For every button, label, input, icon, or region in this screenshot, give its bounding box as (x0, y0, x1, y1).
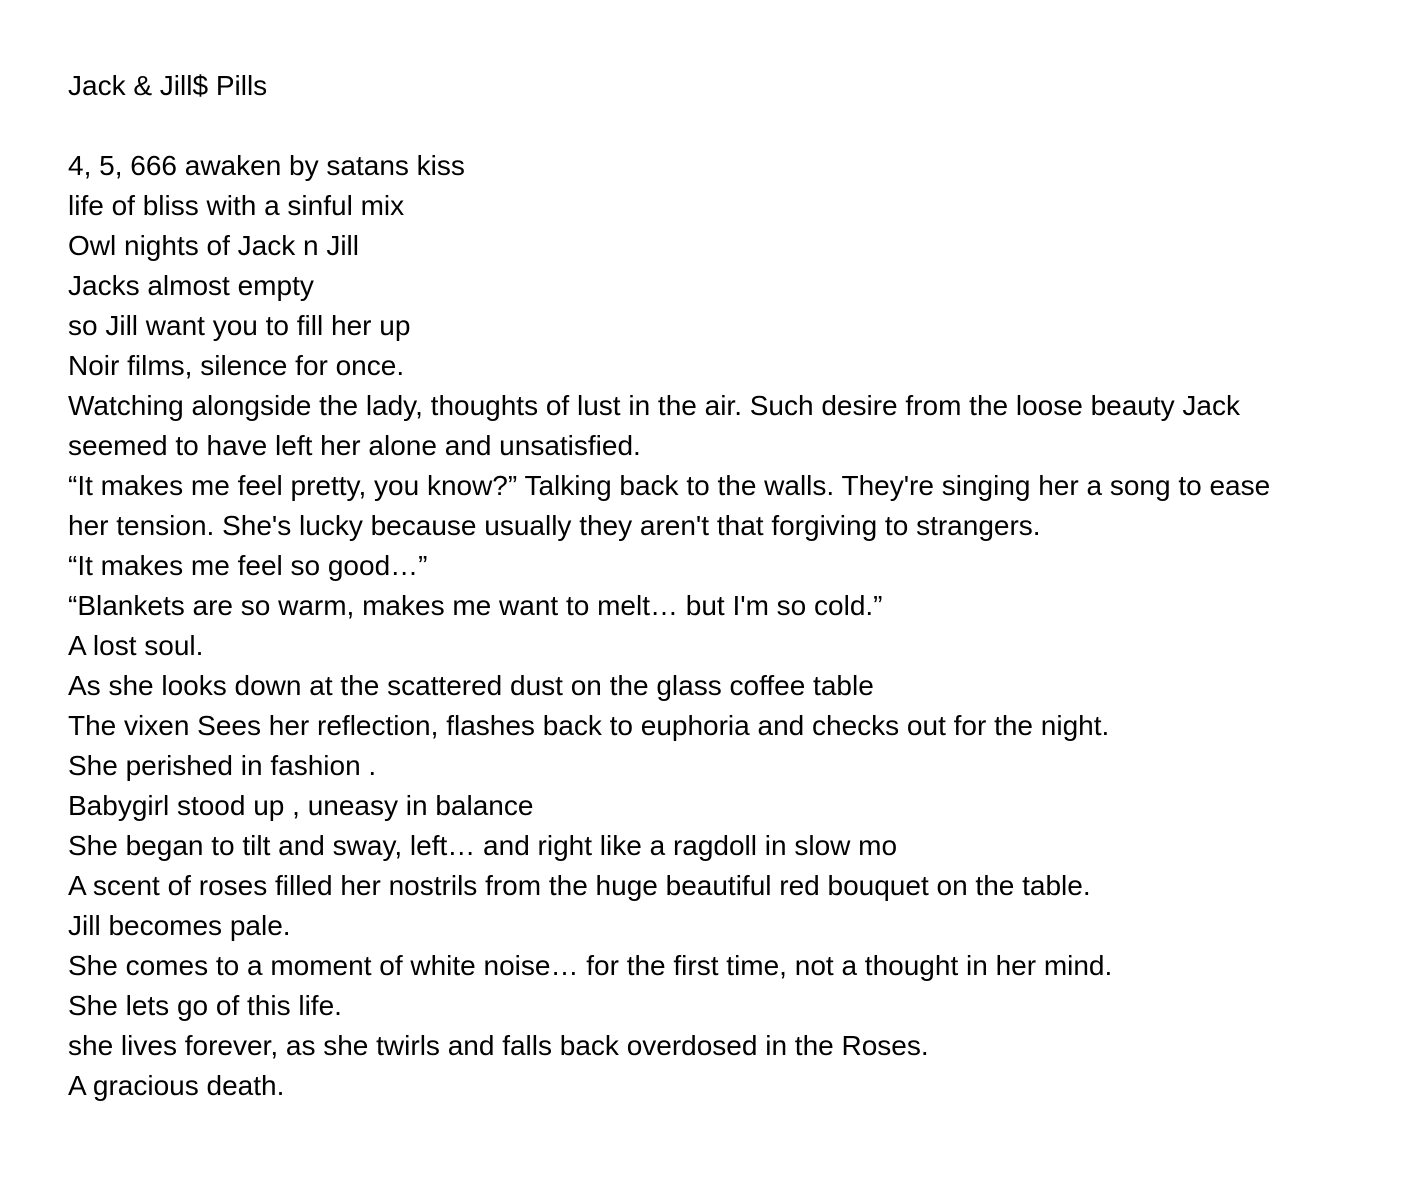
poem-line: Babygirl stood up , uneasy in balance (68, 790, 534, 821)
poem-line: “It makes me feel pretty, you know?” Talking back to the walls. They're singing her a song to ease her tension. She's lucky because usually they aren't that forgiving to strangers. (68, 470, 1271, 541)
poem-line: The vixen Sees her reflection, flashes back to euphoria and checks out for the night. (68, 710, 1110, 741)
poem-line: so Jill want you to fill her up (68, 310, 411, 341)
poem-line: She lets go of this life. (68, 990, 342, 1021)
poem-line: She comes to a moment of white noise… for the first time, not a thought in her mind. (68, 950, 1113, 981)
poem-line: Owl nights of Jack n Jill (68, 230, 359, 261)
poem-line: she lives forever, as she twirls and falls back overdosed in the Roses. (68, 1030, 929, 1061)
document-title: Jack & Jill$ Pills (68, 70, 268, 101)
poem-line: She perished in fashion . (68, 750, 377, 781)
poem-line: She began to tilt and sway, left… and right like a ragdoll in slow mo (68, 830, 898, 861)
poem-line: Noir films, silence for once. (68, 350, 405, 381)
poem-line: Jill becomes pale. (68, 910, 291, 941)
poem-line: Watching alongside the lady, thoughts of lust in the air. Such desire from the loose beauty Jack seemed to have left her alone and unsatisfied. (68, 390, 1241, 461)
poem-line: A gracious death. (68, 1070, 285, 1101)
poem-line: 4, 5, 666 awaken by satans kiss (68, 150, 465, 181)
poem-line: Jacks almost empty (68, 270, 314, 301)
blank-line (68, 106, 1368, 146)
poem-text (68, 146, 1368, 1106)
poem-line: As she looks down at the scattered dust on the glass coffee table (68, 670, 874, 701)
poem-line: “It makes me feel so good…” (68, 550, 428, 581)
poem-line: “Blankets are so warm, makes me want to melt… but I'm so cold.” (68, 590, 883, 621)
poem-line: A scent of roses filled her nostrils from the huge beautiful red bouquet on the table. (68, 870, 1091, 901)
document-body (68, 66, 1368, 1106)
poem-line: life of bliss with a sinful mix (68, 190, 405, 221)
poem-line: A lost soul. (68, 630, 204, 661)
